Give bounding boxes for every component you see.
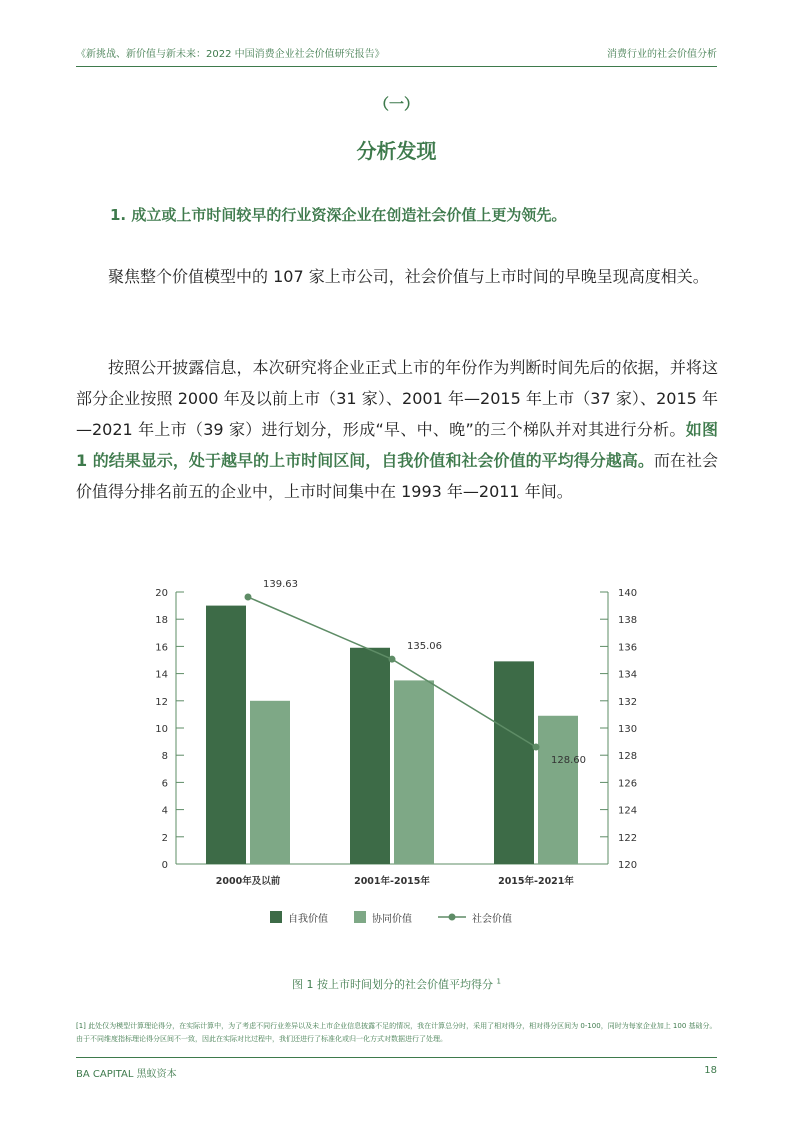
left-axis-tick-label: 20 [155,588,168,599]
footnote: [1] 此处仅为模型计算理论得分，在实际计算中，为了考虑不同行业差异以及未上市企业信息披露不足的情况，我在计算总分时，采用了相对得分，相对得分区间为 0-100，同时为每家企业加上 100 基础分。由于不同维度指标理论得分区间不一致，因此在实际对比过程中，我们还进行了标准化或归一化方式对数据进行了处理。 [76,1022,717,1043]
page-number: 18 [704,1065,717,1076]
left-axis-tick-label: 0 [161,860,168,871]
right-axis-tick-label: 132 [618,696,638,708]
bar-synergy-value [538,716,578,864]
figure-caption-text: 图 1 按上市时间划分的社会价值平均得分 [292,978,494,991]
legend-label: 协同价值 [372,914,412,925]
data-label-social-value: 128.60 [551,755,586,767]
paragraph-2 [76,352,718,507]
point-social-value [533,744,540,751]
right-axis-tick-label: 126 [618,778,638,790]
x-axis-category-label: 2000年及以前 [215,876,281,887]
bar-synergy-value [250,701,290,864]
footer-divider [76,1057,717,1058]
x-axis-category-label: 2001年-2015年 [354,876,430,887]
listing-time-chart [140,570,660,950]
section-number: （一） [373,95,419,113]
left-axis-tick-label: 8 [161,751,168,763]
data-label-social-value: 135.06 [407,641,442,653]
left-axis-tick-label: 16 [155,642,168,654]
right-axis-tick-label: 136 [618,642,638,654]
legend-label: 自我价值 [288,914,328,925]
header-report-title: 《新挑战、新价值与新未来：2022 中国消费企业社会价值研究报告》 [76,49,385,60]
bar-synergy-value [394,680,434,864]
right-axis-tick-label: 128 [618,751,638,763]
bar-self-value [350,648,390,864]
right-axis-tick-label: 140 [618,588,638,599]
left-axis-tick-label: 4 [161,805,168,817]
paragraph-2-highlight: 如图 1 的结果显示，处于越早的上市时间区间，自我价值和社会价值的平均得分越高。 [76,420,718,470]
right-axis-tick-label: 120 [618,860,638,871]
x-axis-category-label: 2015年-2021年 [498,876,574,887]
left-axis-tick-label: 12 [155,696,168,708]
left-axis-tick-label: 10 [155,724,168,735]
left-axis-tick-label: 14 [155,669,168,681]
figure-caption [0,976,793,992]
figure-caption-footnote-ref: 1 [496,977,501,986]
bar-self-value [206,606,246,864]
right-axis-tick-label: 130 [618,724,638,735]
paragraph-2-text-c: 而在社会价值得分排名前五的企业中，上市时间集中在 1993 年—2011 年间。 [76,451,718,501]
right-axis-tick-label: 134 [618,669,638,681]
point-social-value [389,656,396,663]
right-axis-tick-label: 122 [618,832,638,844]
data-label-social-value: 139.63 [263,579,298,591]
legend-label: 社会价值 [472,914,512,925]
legend-swatch [354,911,366,923]
paragraph-1 [76,261,718,292]
left-axis-tick-label: 6 [161,778,168,790]
legend-marker [449,914,456,921]
header-divider [76,66,717,67]
right-axis-tick-label: 138 [618,615,638,627]
left-axis-tick-label: 2 [161,832,168,844]
bar-self-value [494,661,534,864]
line-social-value [248,597,536,747]
point-social-value [245,594,252,601]
legend-swatch [270,911,282,923]
paragraph-2-text-a: 按照公开披露信息，本次研究将企业正式上市的年份作为判断时间先后的依据，并将这部分企业按照 2000 年及以前上市（31 家）、2001 年—2015 年上市（37 家）、2015 年—2021 年上市（39 家）进行划分，形成“早、中、晚”的三个梯队并对其进行分析。 [76,358,718,439]
header-section-title: 消费行业的社会价值分析 [607,49,717,60]
paragraph-1-text: 聚焦整个价值模型中的 107 家上市公司，社会价值与上市时间的早晚呈现高度相关。 [108,267,709,286]
left-axis-tick-label: 18 [155,615,168,627]
footer-brand: BA CAPITAL 黑蚁资本 [76,1069,177,1080]
finding-heading: 1. 成立或上市时间较早的行业资深企业在创造社会价值上更为领先。 [110,206,567,224]
section-title: 分析发现 [356,139,437,163]
right-axis-tick-label: 124 [618,805,638,817]
